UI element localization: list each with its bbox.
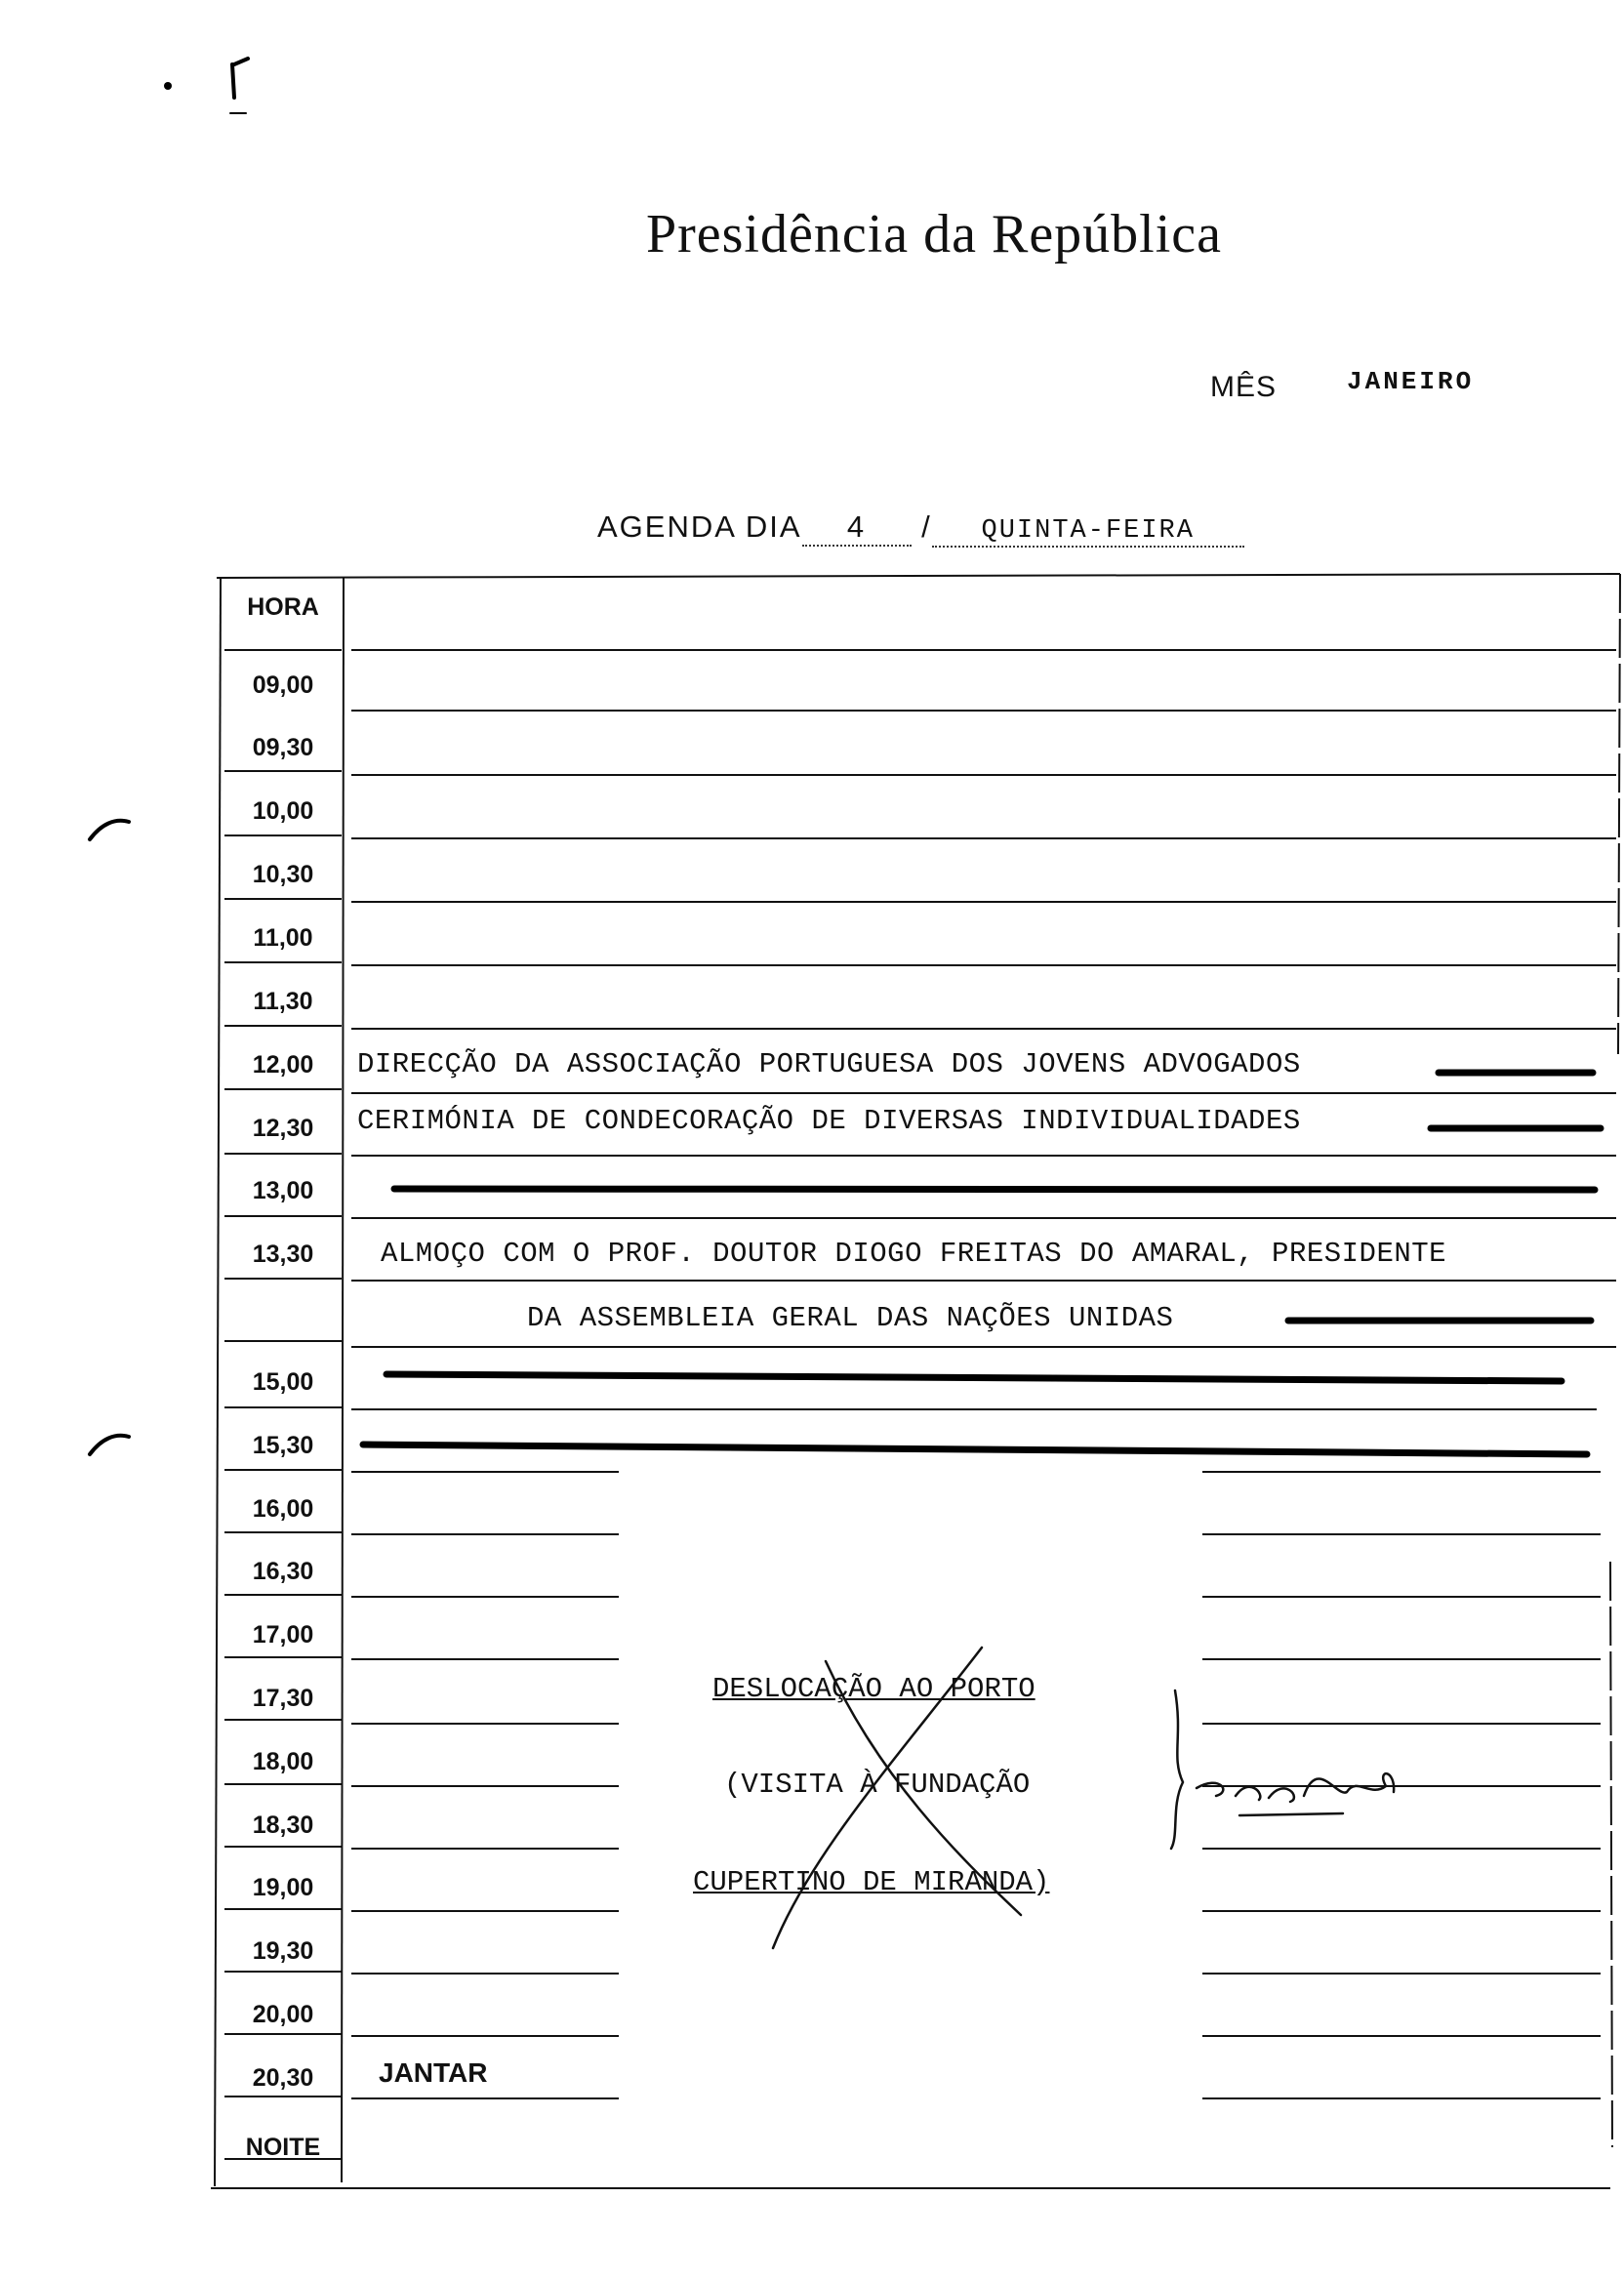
hour-label: 20,30: [252, 2064, 314, 2092]
hour-label: 13,30: [252, 1241, 314, 1268]
entry-12-30: CERIMÓNIA DE CONDECORAÇÃO DE DIVERSAS INDIVIDUALIDADES: [357, 1105, 1301, 1137]
hour-label: 09,30: [252, 734, 314, 761]
agenda-label: AGENDA DIA: [597, 509, 802, 544]
hour-label: 16,00: [252, 1495, 314, 1523]
month-label: MÊS: [1210, 371, 1278, 403]
entry-12-00: DIRECÇÃO DA ASSOCIAÇÃO PORTUGUESA DOS JOVENS ADVOGADOS: [357, 1048, 1301, 1080]
hour-label: 09,00: [252, 672, 314, 699]
agenda-separator: /: [921, 509, 932, 544]
hour-label: 19,30: [252, 1937, 314, 1965]
hour-label: 18,30: [252, 1812, 314, 1839]
hour-label: 16,30: [252, 1558, 314, 1585]
porto-line2: (VISITA À FUNDAÇÃO: [724, 1769, 1031, 1801]
hour-label: 11,00: [253, 924, 313, 952]
hour-label: 10,30: [252, 861, 314, 888]
hour-label: 13,00: [252, 1177, 314, 1204]
month-value: JANEIRO: [1347, 367, 1475, 396]
hour-label: 15,00: [252, 1368, 314, 1396]
agenda-weekday: QUINTA-FEIRA: [932, 516, 1244, 548]
hour-header: HORA: [247, 593, 319, 621]
hour-label: 17,30: [252, 1685, 314, 1712]
porto-line3: CUPERTINO DE MIRANDA): [693, 1866, 1050, 1898]
hour-label: 19,00: [252, 1874, 314, 1901]
hour-label: 11,30: [253, 988, 313, 1015]
page-title: Presidência da República: [645, 204, 1222, 265]
hour-label: 12,30: [252, 1115, 314, 1142]
agenda-day: 4: [802, 509, 912, 547]
hour-label: 20,00: [252, 2001, 314, 2028]
porto-line1: DESLOCAÇÃO AO PORTO: [712, 1673, 1035, 1705]
hour-label: 12,00: [252, 1051, 314, 1079]
entry-13-30-line2: DA ASSEMBLEIA GERAL DAS NAÇÕES UNIDAS: [527, 1302, 1174, 1334]
hour-label: NOITE: [245, 2134, 321, 2161]
entry-13-30-line1: ALMOÇO COM O PROF. DOUTOR DIOGO FREITAS DO AMARAL, PRESIDENTE: [381, 1238, 1447, 1270]
hour-label: 18,00: [252, 1748, 314, 1775]
hour-label: 17,00: [252, 1621, 314, 1649]
entry-jantar: JANTAR: [379, 2057, 488, 2088]
hour-label: 10,00: [252, 797, 314, 825]
hour-label: 15,30: [252, 1432, 314, 1459]
